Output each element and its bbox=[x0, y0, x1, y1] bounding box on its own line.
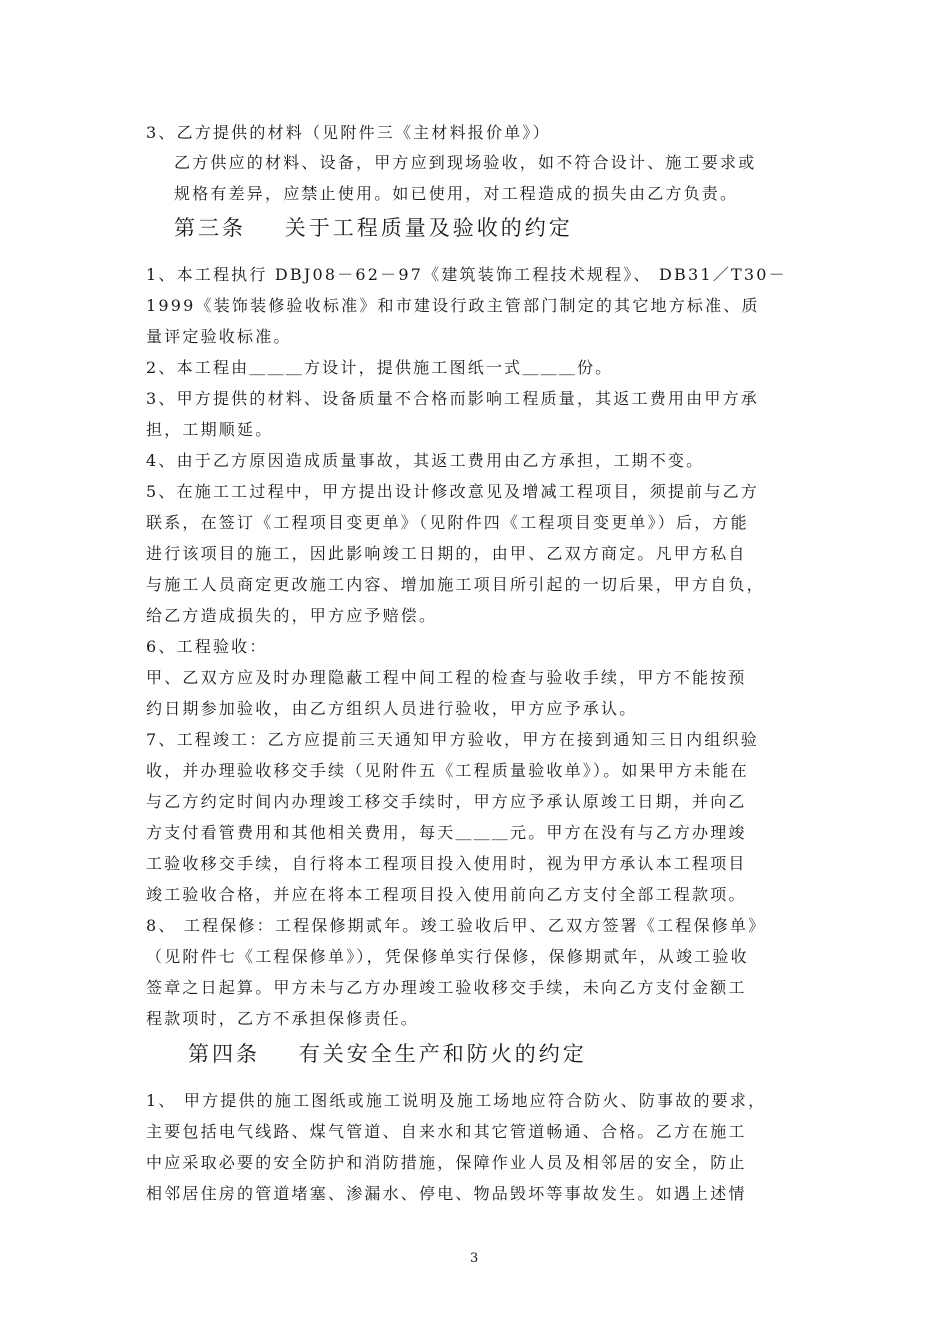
section-heading: 第三条 关于工程质量及验收的约定 bbox=[174, 216, 573, 240]
text-line: 竣工验收合格，并应在将本工程项目投入使用前向乙方支付全部工程款项。 bbox=[146, 885, 747, 904]
text-line: 7、工程竣工：乙方应提前三天通知甲方验收，甲方在接到通知三日内组织验 bbox=[146, 730, 759, 749]
text-line: 担，工期顺延。 bbox=[146, 420, 274, 439]
text-line: 与乙方约定时间内办理竣工移交手续时，甲方应予承认原竣工日期，并向乙 bbox=[146, 792, 747, 811]
text-line: 中应采取必要的安全防护和消防措施，保障作业人员及相邻居的安全，防止 bbox=[146, 1153, 747, 1172]
text-line: （见附件七《工程保修单》），凭保修单实行保修，保修期贰年，从竣工验收 bbox=[146, 947, 749, 966]
text-line: 5、在施工工过程中，甲方提出设计修改意见及增减工程项目，须提前与乙方 bbox=[146, 482, 759, 501]
text-line: 4、由于乙方原因造成质量事故，其返工费用由乙方承担，工期不变。 bbox=[146, 451, 705, 470]
text-line: 3、乙方提供的材料（见附件三《主材料报价单》） bbox=[146, 123, 551, 142]
text-line: 甲、乙双方应及时办理隐蔽工程中间工程的检查与验收手续，甲方不能按预 bbox=[146, 668, 747, 687]
text-line: 1999《装饰装修验收标准》和市建设行政主管部门制定的其它地方标准、质 bbox=[146, 296, 760, 315]
text-line: 约日期参加验收，由乙方组织人员进行验收，甲方应予承认。 bbox=[146, 699, 638, 718]
text-line: 联系，在签订《工程项目变更单》（见附件四《工程项目变更单》）后，方能 bbox=[146, 513, 749, 532]
text-line: 给乙方造成损失的，甲方应予赔偿。 bbox=[146, 606, 438, 625]
page-number: 3 bbox=[470, 1251, 479, 1266]
text-line: 签章之日起算。甲方未与乙方办理竣工验收移交手续，未向乙方支付金额工 bbox=[146, 978, 747, 997]
section-heading: 第四条 有关安全生产和防火的约定 bbox=[188, 1042, 587, 1066]
text-line: 1、本工程执行 DBJ08－62－97《建筑装饰工程技术规程》、 DB31／T30－ bbox=[146, 265, 787, 284]
text-line: 3、甲方提供的材料、设备质量不合格而影响工程质量，其返工费用由甲方承 bbox=[146, 389, 759, 408]
text-line: 规格有差异，应禁止使用。如已使用，对工程造成的损失由乙方负责。 bbox=[174, 184, 739, 203]
text-line: 6、工程验收： bbox=[146, 637, 268, 656]
text-line: 主要包括电气线路、煤气管道、自来水和其它管道畅通、合格。乙方在施工 bbox=[146, 1122, 747, 1141]
text-line: 收，并办理验收移交手续（见附件五《工程质量验收单》）。如果甲方未能在 bbox=[146, 761, 749, 780]
text-line: 与施工人员商定更改施工内容、增加施工项目所引起的一切后果，甲方自负， bbox=[146, 575, 765, 594]
text-line: 进行该项目的施工，因此影响竣工日期的，由甲、乙双方商定。凡甲方私自 bbox=[146, 544, 747, 563]
text-line: 2、本工程由＿＿＿方设计，提供施工图纸一式＿＿＿份。 bbox=[146, 358, 614, 377]
text-line: 1、 甲方提供的施工图纸或施工说明及施工场地应符合防火、防事故的要求， bbox=[146, 1091, 767, 1110]
text-line: 8、 工程保修：工程保修期贰年。竣工验收后甲、乙双方签署《工程保修单》 bbox=[146, 916, 767, 935]
text-line: 工验收移交手续，自行将本工程项目投入使用时，视为甲方承认本工程项目 bbox=[146, 854, 747, 873]
text-line: 相邻居住房的管道堵塞、渗漏水、停电、物品毁坏等事故发生。如遇上述情 bbox=[146, 1184, 747, 1203]
text-line: 程款项时，乙方不承担保修责任。 bbox=[146, 1009, 420, 1028]
text-line: 量评定验收标准。 bbox=[146, 327, 292, 346]
text-line: 方支付看管费用和其他相关费用，每天＿＿＿元。甲方在没有与乙方办理竣 bbox=[146, 823, 747, 842]
text-line: 乙方供应的材料、设备，甲方应到现场验收，如不符合设计、施工要求或 bbox=[174, 153, 757, 172]
